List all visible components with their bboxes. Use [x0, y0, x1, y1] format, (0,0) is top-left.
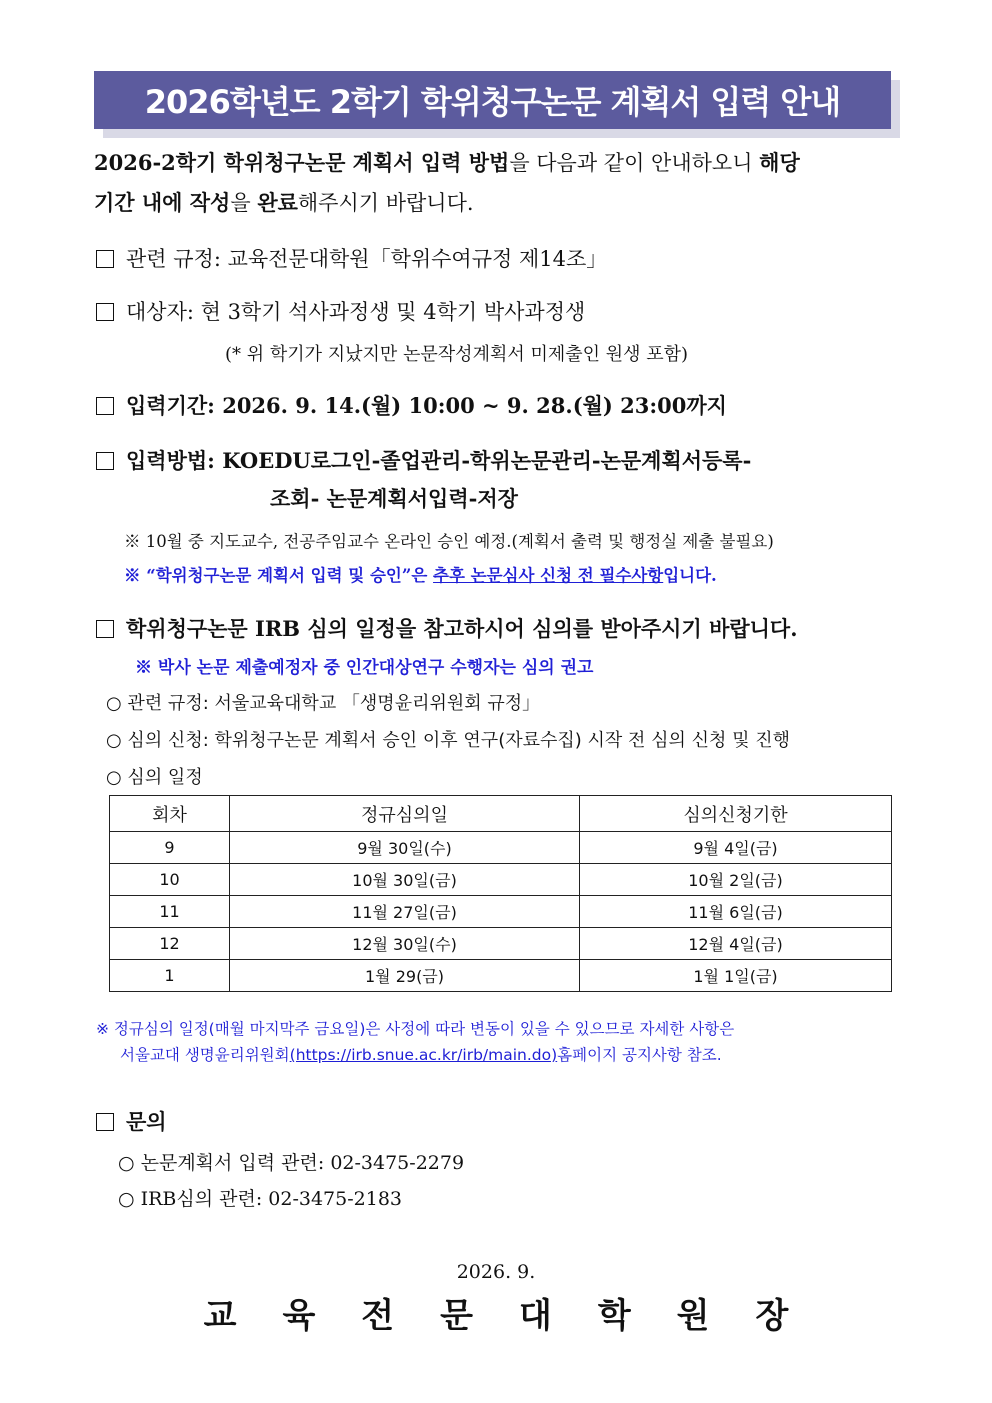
- header-round: 회차: [110, 796, 230, 832]
- cell-deadline: 9월 4일(금): [580, 832, 892, 864]
- cell-review-date: 12월 30일(수): [230, 928, 580, 960]
- cell-deadline: 10월 2일(금): [580, 864, 892, 896]
- intro-bold-target: 해당: [759, 150, 800, 175]
- intro-text: 을 다음과 같이 안내하오니: [509, 151, 760, 175]
- checkbox-square-icon: [96, 620, 114, 638]
- table-row: [110, 832, 892, 864]
- method-line-1: 입력방법: KOEDU로그인-졸업관리-학위논문관리-논문계획서등록-: [126, 448, 752, 473]
- irb-footnote-end: 홈페이지 공지사항 참조.: [557, 1046, 722, 1064]
- intro-text: 을: [230, 191, 258, 215]
- period-text: 입력기간: 2026. 9. 14.(월) 10:00 ~ 9. 28.(월) 23:00까지: [126, 393, 727, 418]
- intro-bold-complete: 완료: [257, 190, 298, 215]
- cell-round: 9: [110, 832, 230, 864]
- cell-review-date: 11월 27일(금): [230, 896, 580, 928]
- table-row: [110, 896, 892, 928]
- section-irb: [96, 613, 798, 643]
- method-note-2: [124, 562, 717, 586]
- intro-text: 해주시기 바랍니다.: [297, 191, 474, 215]
- cell-round: 11: [110, 896, 230, 928]
- table-header-row: [110, 796, 892, 832]
- irb-item-schedule: ○ 심의 일정: [106, 767, 203, 788]
- footer-date: 2026. 9.: [456, 1261, 536, 1283]
- cell-round: 10: [110, 864, 230, 896]
- method-note-2-end: 입니다.: [663, 566, 717, 585]
- irb-heading: 학위청구논문 IRB 심의 일정을 참고하시어 심의를 받아주시기 바랍니다.: [126, 616, 798, 641]
- cell-deadline: 12월 4일(금): [580, 928, 892, 960]
- table-row: [110, 960, 892, 992]
- irb-footnote-line-1: ※ 정규심의 일정(매월 마지막주 금요일)은 사정에 따라 변동이 있을 수 있으므로 자세한 사항은: [96, 1020, 735, 1038]
- intro-line-1: [94, 143, 800, 183]
- footer-organization: 교육전문대학원장: [203, 1296, 835, 1336]
- title-banner: [94, 71, 891, 129]
- irb-footnote-org: 서울교대 생명윤리위원회: [120, 1046, 290, 1064]
- checkbox-square-icon: [96, 303, 114, 321]
- cell-review-date: 1월 29(금): [230, 960, 580, 992]
- method-note-2-underlined: 추후 논문심사 신청 전 필수사항: [433, 566, 664, 585]
- irb-recommendation: ※ 박사 논문 제출예정자 중 인간대상연구 수행자는 심의 권고: [135, 658, 594, 678]
- cell-round: 1: [110, 960, 230, 992]
- method-note-1: ※ 10월 중 지도교수, 전공주임교수 온라인 승인 예정.(계획서 출력 및 행정실 제출 불필요): [124, 532, 774, 551]
- contact-irb: ○ IRB심의 관련: 02-3475-2183: [118, 1188, 403, 1210]
- cell-review-date: 9월 30일(수): [230, 832, 580, 864]
- section-target: [96, 296, 585, 326]
- header-review-date: 정규심의일: [230, 796, 580, 832]
- cell-deadline: 11월 6일(금): [580, 896, 892, 928]
- method-note-2-text: ※ “학위청구논문 계획서 입력 및 승인”은: [124, 566, 434, 585]
- checkbox-square-icon: [96, 1113, 114, 1131]
- cell-round: 12: [110, 928, 230, 960]
- cell-review-date: 10월 30일(금): [230, 864, 580, 896]
- method-line-2: 조회- 논문계획서입력-저장: [270, 486, 518, 511]
- contact-heading: 문의: [126, 1109, 167, 1134]
- section-period: [96, 390, 727, 420]
- irb-homepage-link[interactable]: (https://irb.snue.ac.kr/irb/main.do): [289, 1046, 558, 1064]
- intro-bold-period: 기간 내에 작성: [94, 190, 231, 215]
- checkbox-square-icon: [96, 250, 114, 268]
- section-contact: [96, 1106, 167, 1136]
- table-row: [110, 864, 892, 896]
- contact-plan-input: ○ 논문계획서 입력 관련: 02-3475-2279: [118, 1152, 465, 1174]
- irb-item-regulation: ○ 관련 규정: 서울교육대학교 「생명윤리위원회 규정」: [106, 693, 541, 714]
- irb-footnote-line-2: [120, 1042, 722, 1068]
- irb-schedule-table: [109, 795, 892, 992]
- checkbox-square-icon: [96, 397, 114, 415]
- target-text: 대상자: 현 3학기 석사과정생 및 4학기 박사과정생: [126, 300, 586, 324]
- intro-bold-method: 2026-2학기 학위청구논문 계획서 입력 방법: [94, 150, 510, 175]
- header-deadline: 심의신청기한: [580, 796, 892, 832]
- cell-deadline: 1월 1일(금): [580, 960, 892, 992]
- target-note: (* 위 학기가 지났지만 논문작성계획서 미제출인 원생 포함): [225, 344, 689, 365]
- irb-item-application: ○ 심의 신청: 학위청구논문 계획서 승인 이후 연구(자료수집) 시작 전 심의 신청 및 진행: [106, 730, 790, 751]
- page-title: 2026학년도 2학기 학위청구논문 계획서 입력 안내: [144, 83, 841, 121]
- section-regulation: [96, 243, 607, 273]
- table-row: [110, 928, 892, 960]
- intro-line-2: [94, 183, 474, 223]
- regulation-text: 관련 규정: 교육전문대학원「학위수여규정 제14조」: [126, 247, 608, 271]
- section-method: [96, 445, 751, 475]
- checkbox-square-icon: [96, 452, 114, 470]
